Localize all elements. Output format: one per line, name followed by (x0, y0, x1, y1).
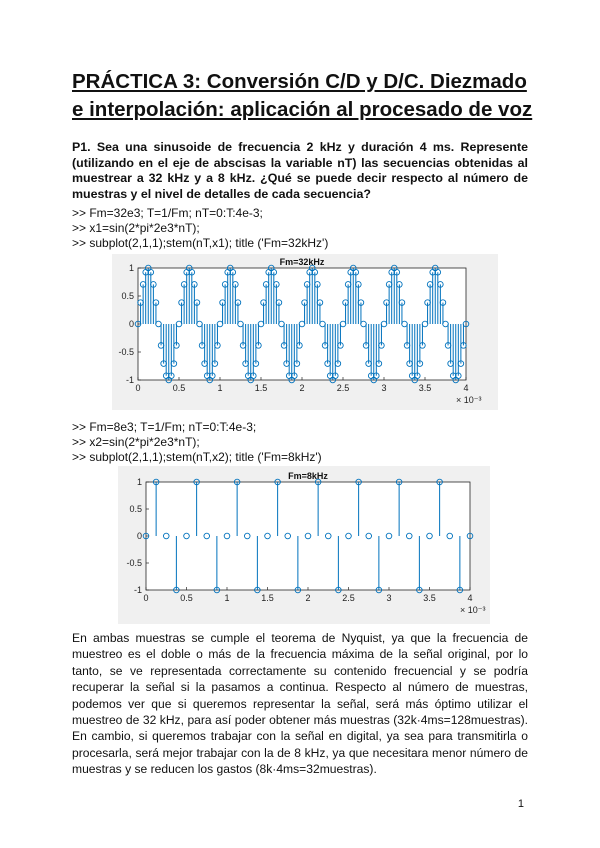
code-line: >> x2=sin(2*pi*2e3*nT); (72, 435, 200, 449)
x-tick-label: 0.5 (172, 383, 186, 393)
y-tick-label: 1 (136, 477, 142, 487)
y-tick-label: -0.5 (118, 347, 134, 357)
figure-32khz (112, 254, 498, 410)
y-tick-label: -1 (125, 375, 134, 385)
x-axis-multiplier: × 10⁻³ (456, 395, 482, 405)
code-line: >> subplot(2,1,1);stem(nT,x2); title ('Fm=8kHz') (72, 450, 322, 464)
y-tick-label: 0 (136, 531, 142, 541)
y-tick-label: 0.5 (129, 504, 142, 514)
x-tick-label: 2.5 (342, 593, 355, 603)
page-number: 1 (517, 798, 524, 810)
figure-8khz (118, 466, 490, 624)
answer-paragraph: En ambas muestras se cumple el teorema de Nyquist, ya que la frecuencia de muestreo es el doble o más de la frecuencia máxima de la señal original, por lo tanto, se ve representada correctamente su contenido frecuencial y se podría recuperar la señal si la pasamos a continua. Respecto al número de muestras, podemos ver que si queremos representar la señal, será más óptimo utilizar el muestreo de 32 kHz, para así poder obtener más muestras (32k·4ms=128muestras). En cambio, si queremos trabajar con la señal en digital, ya sea para transmitirla o procesarla, será mejor trabajar con la de 8 kHz, ya que necesitara menor número de muestras y se reducen los gastos (8k·4ms=32muestras). (72, 631, 528, 777)
y-tick-label: -1 (133, 585, 142, 595)
x-tick-label: 4 (467, 593, 473, 603)
chart-title: Fm=32kHz (279, 257, 325, 267)
x-tick-label: 1 (224, 593, 230, 603)
x-tick-label: 2 (299, 383, 305, 393)
y-tick-label: -0.5 (126, 558, 142, 568)
page-title: PRÁCTICA 3: Conversión C/D y D/C. Diezmado e interpolación: aplicación al procesado de voz (72, 70, 533, 121)
x-tick-label: 4 (463, 383, 469, 393)
x-axis-multiplier: × 10⁻³ (460, 605, 486, 615)
stem-chart-32khz (112, 254, 498, 410)
x-tick-label: 1.5 (254, 383, 268, 393)
plot-area (146, 482, 470, 590)
code-line: >> Fm=8e3; T=1/Fm; nT=0:T:4e-3; (72, 420, 257, 434)
x-tick-label: 0 (143, 593, 149, 603)
chart-title: Fm=8kHz (288, 471, 328, 481)
x-tick-label: 3.5 (418, 383, 432, 393)
y-tick-label: 1 (128, 263, 134, 273)
x-tick-label: 3 (386, 593, 392, 603)
x-tick-label: 1 (217, 383, 223, 393)
code-line: >> subplot(2,1,1);stem(nT,x1); title ('Fm=32kHz') (72, 236, 329, 250)
x-tick-label: 2.5 (336, 383, 350, 393)
code-block-32khz (72, 206, 328, 251)
y-tick-label: 0 (128, 319, 134, 329)
x-tick-label: 1.5 (261, 593, 274, 603)
stem-chart-8khz (118, 466, 490, 624)
x-tick-label: 2 (305, 593, 311, 603)
code-line: >> x1=sin(2*pi*2e3*nT); (72, 221, 200, 235)
exercise-statement: P1. Sea una sinusoide de frecuencia 2 kHz y duración 4 ms. Represente (utilizando en el eje de abscisas la variable nT) las secuencias obtenidas al muestrear a 32 kHz y a 8 kHz. ¿Qué se puede decir respecto al número de muestras y el nivel de detalles de cada secuencia? (72, 140, 528, 201)
code-line: >> Fm=32e3; T=1/Fm; nT=0:T:4e-3; (72, 206, 263, 220)
x-tick-label: 3.5 (423, 593, 436, 603)
x-tick-label: 0 (135, 383, 141, 393)
y-tick-label: 0.5 (121, 291, 134, 301)
x-tick-label: 3 (381, 383, 387, 393)
code-block-8khz (72, 420, 322, 465)
x-tick-label: 0.5 (180, 593, 193, 603)
